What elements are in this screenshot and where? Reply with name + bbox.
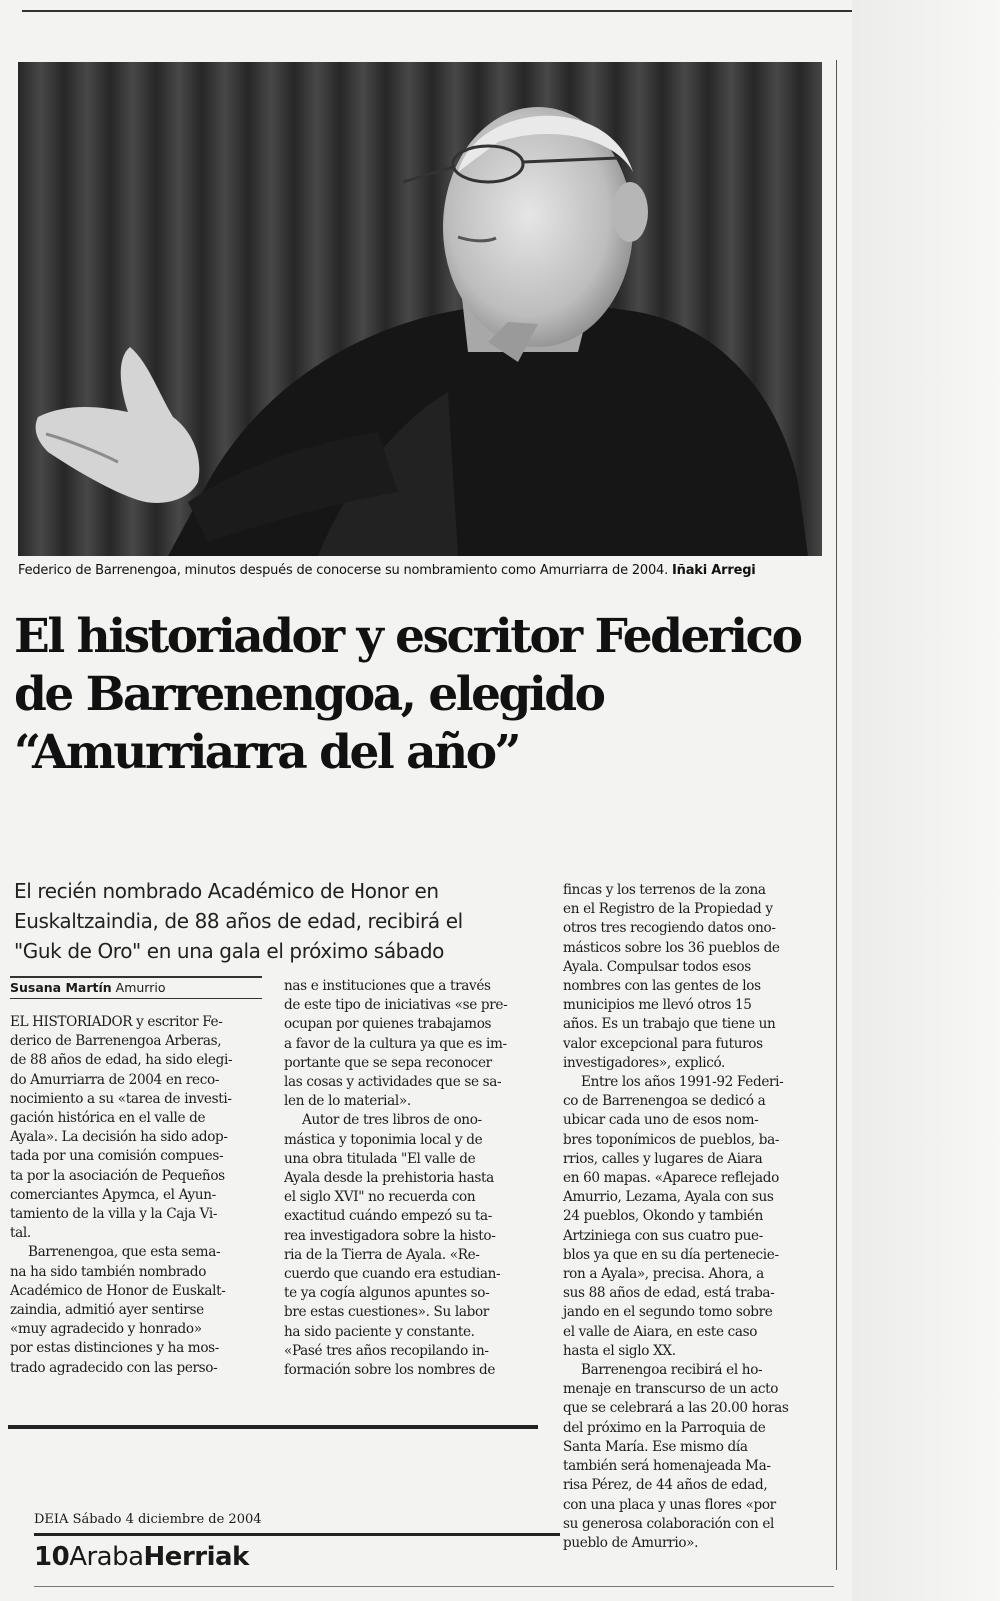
body-line: investigadores», explicó. — [563, 1054, 726, 1071]
body-line: na ha sido también nombrado — [10, 1263, 207, 1280]
body-line: len de lo material». — [284, 1093, 411, 1110]
body-line: en 60 mapas. «Aparece reflejado — [563, 1170, 779, 1187]
body-line: una obra titulada "El valle de — [284, 1150, 476, 1167]
body-line: valor excepcional para futuros — [563, 1035, 763, 1052]
body-line: rea investigadora sobre la histo- — [284, 1227, 496, 1244]
body-line: cuerdo que cuando era estudian- — [284, 1266, 501, 1283]
subhead-line-2: Euskaltzaindia, de 88 años de edad, recibirá el — [14, 909, 463, 933]
subhead-line-1: El recién nombrado Académico de Honor en — [14, 879, 439, 903]
body-line: mástica y toponimia local y de — [284, 1131, 483, 1148]
body-line: nocimiento a su «tarea de investi- — [10, 1090, 232, 1107]
body-line: co de Barrenengoa se dedicó a — [563, 1093, 766, 1110]
body-line: ta por la asociación de Pequeños — [10, 1167, 225, 1184]
page-bottom-rule — [34, 1586, 834, 1587]
section-name-b: Herriak — [143, 1542, 249, 1572]
column-side-rule — [836, 60, 837, 1570]
body-line: nombres con las gentes de los — [563, 978, 761, 995]
body-column-3 — [563, 881, 823, 1553]
body-line: nas e instituciones que a través — [284, 978, 491, 994]
body-line: rrios, calles y lugares de Aiara — [563, 1150, 763, 1167]
body-line: tada por una comisión compues- — [10, 1148, 224, 1165]
subheadline — [14, 876, 534, 966]
body-line: tamiento de la villa y la Caja Vi- — [10, 1206, 218, 1223]
body-line: que se celebrará a las 20.00 horas — [563, 1400, 789, 1417]
body-line: comerciantes Apymca, el Ayun- — [10, 1186, 216, 1203]
body-line: «muy agradecido y honrado» — [10, 1321, 202, 1338]
body-line: del próximo en la Parroquia de — [563, 1419, 766, 1436]
body-line: ha sido paciente y constante. — [284, 1323, 475, 1340]
body-line: bres toponímicos de pueblos, ba- — [563, 1131, 780, 1148]
footer-section-title — [34, 1542, 249, 1572]
body-line: Ayala desde la prehistoria hasta — [284, 1170, 494, 1187]
footer-date: DEIA Sábado 4 diciembre de 2004 — [34, 1512, 262, 1527]
body-line: blos ya que en su día pertenecie- — [563, 1246, 779, 1263]
body-line: en el Registro de la Propiedad y — [563, 901, 773, 918]
body-line: otros tres recogiendo datos ono- — [563, 920, 776, 937]
body-line: Barrenengoa recibirá el ho- — [581, 1362, 763, 1379]
body-line: 24 pueblos, Okondo y también — [563, 1208, 764, 1225]
body-line: Artziniega con sus cuatro pue- — [563, 1227, 763, 1244]
body-line: Entre los años 1991-92 Federi- — [581, 1074, 784, 1091]
body-column-1 — [10, 1013, 260, 1378]
body-line: a favor de la cultura ya que es im- — [284, 1035, 507, 1052]
body-line — [10, 1013, 260, 1032]
lead-in: EL HISTORIADOR — [10, 1014, 133, 1030]
body-line: formación sobre los nombres de — [284, 1362, 496, 1379]
photo-caption — [18, 563, 838, 578]
byline-rule-top — [10, 976, 262, 978]
body-line: gación histórica en el valle de — [10, 1110, 206, 1127]
top-rule — [22, 10, 852, 12]
portrait-photo-icon — [18, 62, 822, 556]
body-line: trado agradecido con las perso- — [10, 1359, 218, 1376]
body-line: tal. — [10, 1225, 31, 1242]
body-line: Académico de Honor de Euskalt- — [10, 1282, 226, 1299]
body-line: risa Pérez, de 44 años de edad, — [563, 1477, 768, 1494]
body-line: bre estas cuestiones». Su labor — [284, 1304, 489, 1321]
body-line: Amurrio, Lezama, Ayala con sus — [563, 1189, 774, 1206]
body-line: portante que se sepa reconocer — [284, 1054, 492, 1071]
body-line: ron a Ayala», precisa. Ahora, a — [563, 1266, 764, 1283]
subhead-line-3: "Guk de Oro" en una gala el próximo sábado — [14, 939, 444, 963]
body-line: el valle de Aiara, en este caso — [563, 1323, 758, 1340]
body-line: años. Es un trabajo que tiene un — [563, 1016, 776, 1033]
body-line: menaje en transcurso de un acto — [563, 1381, 779, 1398]
body-line: derico de Barrenengoa Arberas, — [10, 1033, 222, 1050]
body-line: municipios me llevó otros 15 — [563, 997, 752, 1014]
body-line-text: y escritor Fe- — [132, 1014, 223, 1030]
photo-credit: Iñaki Arregi — [672, 563, 756, 578]
body-line: fincas y los terrenos de la zona — [563, 882, 766, 898]
page-margin — [852, 0, 1000, 1601]
body-line: las cosas y actividades que se sa- — [284, 1074, 502, 1091]
section-name-a: Araba — [69, 1542, 144, 1572]
body-line: Santa María. Ese mismo día — [563, 1438, 748, 1455]
body-line: «Pasé tres años recopilando in- — [284, 1342, 489, 1359]
body-line: también será homenajeada Ma- — [563, 1458, 771, 1475]
article-end-rule — [8, 1425, 538, 1429]
headline-line-1: El historiador y escritor Federico — [14, 609, 801, 664]
body-line: te ya cogía algunos apuntes so- — [284, 1285, 490, 1302]
body-line: ria de la Tierra de Ayala. «Re- — [284, 1246, 480, 1263]
body-line: exactitud cuándo empezó su ta- — [284, 1208, 492, 1225]
footer-rule — [34, 1533, 560, 1536]
byline-rule-bottom — [10, 998, 262, 999]
body-column-2 — [284, 977, 540, 1380]
body-line: jando en el segundo tomo sobre — [563, 1304, 773, 1321]
body-line: con una placa y unas flores «por — [563, 1496, 776, 1513]
page-number: 10 — [34, 1542, 70, 1572]
byline — [10, 980, 262, 995]
body-line: Ayala». La decisión ha sido adop- — [10, 1129, 228, 1146]
body-line: ocupan por quienes trabajamos — [284, 1016, 492, 1033]
body-line: do Amurriarra de 2004 en reco- — [10, 1071, 220, 1088]
body-line: por estas distinciones y ha mos- — [10, 1340, 220, 1357]
body-line: sus 88 años de edad, está traba- — [563, 1285, 775, 1302]
article-photo — [18, 62, 822, 556]
body-line: de 88 años de edad, ha sido elegi- — [10, 1052, 233, 1069]
body-line: el siglo XVI" no recuerda con — [284, 1189, 476, 1206]
body-line: másticos sobre los 36 pueblos de — [563, 939, 780, 956]
caption-text: Federico de Barrenengoa, minutos después de conocerse su nombramiento como Amurriarra de 2004. — [18, 563, 669, 578]
byline-location: Amurrio — [115, 980, 166, 995]
body-line: Ayala. Compulsar todos esos — [563, 958, 751, 975]
body-line: ubicar cada uno de esos nom- — [563, 1112, 759, 1129]
body-line: su generosa colaboración con el — [563, 1515, 775, 1532]
headline-line-3: “Amurriarra del año” — [14, 725, 520, 780]
byline-author: Susana Martín — [10, 980, 112, 995]
body-line: de este tipo de iniciativas «se pre- — [284, 997, 508, 1014]
body-line: hasta el siglo XX. — [563, 1342, 676, 1359]
body-line: Autor de tres libros de ono- — [302, 1112, 482, 1129]
headline — [14, 608, 844, 782]
body-line: pueblo de Amurrio». — [563, 1534, 699, 1551]
body-line: Barrenengoa, que esta sema- — [28, 1244, 221, 1261]
body-line: zaindia, admitió ayer sentirse — [10, 1302, 204, 1319]
headline-line-2: de Barrenengoa, elegido — [14, 667, 604, 722]
